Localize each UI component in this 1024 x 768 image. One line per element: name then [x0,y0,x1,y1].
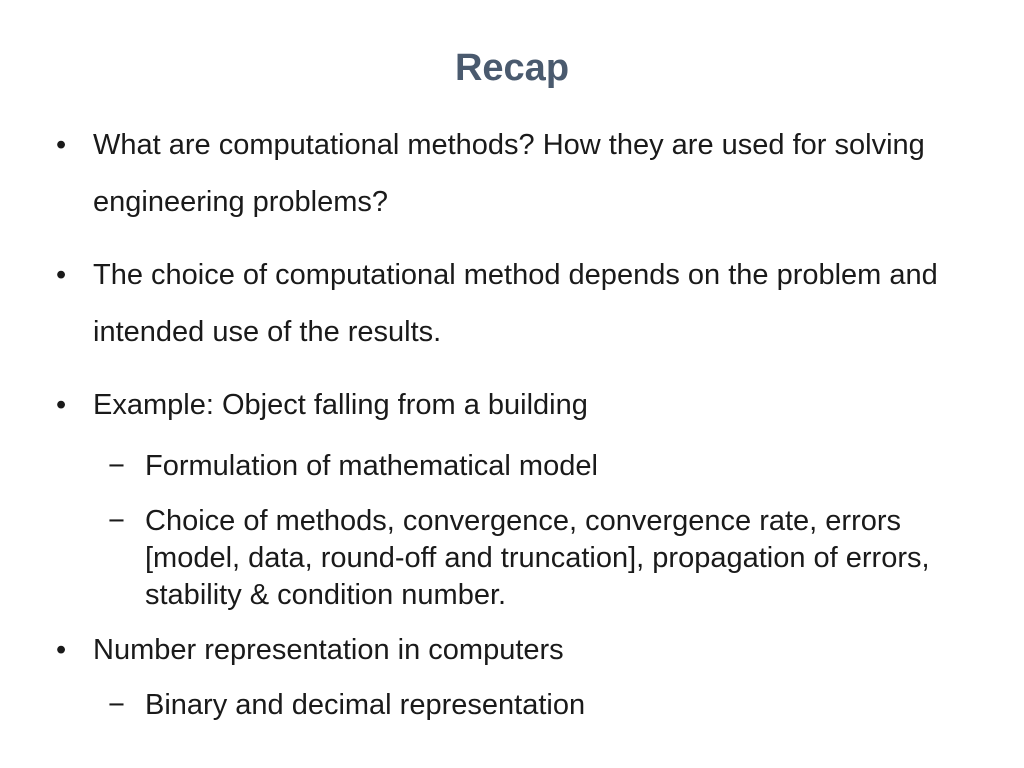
sub-item-choice-of-methods: Choice of methods, convergence, convergence rate, errors [model, data, round-off and truncation], propagation of errors, stability & condition number. [145,505,930,611]
bullet-marker: • [56,259,67,291]
dash-marker: − [108,689,125,721]
bullet-marker: • [56,389,67,421]
dash-marker: − [108,505,125,537]
slide-title: Recap [454,47,570,89]
bullet-marker: • [56,129,67,161]
dash-marker: − [108,450,125,482]
sub-item-formulation: Formulation of mathematical model [145,450,598,482]
bullet-marker: • [56,634,67,666]
bullet-item-computational-methods: What are computational methods? How they are used for solving engineering problems? [93,129,925,218]
sub-item-binary-decimal: Binary and decimal representation [145,689,586,721]
bullet-item-number-representation: Number representation in computers [93,634,564,666]
bullet-item-choice-of-method: The choice of computational method depends on the problem and intended use of the results. [93,259,938,348]
bullet-item-example: Example: Object falling from a building [93,389,588,421]
